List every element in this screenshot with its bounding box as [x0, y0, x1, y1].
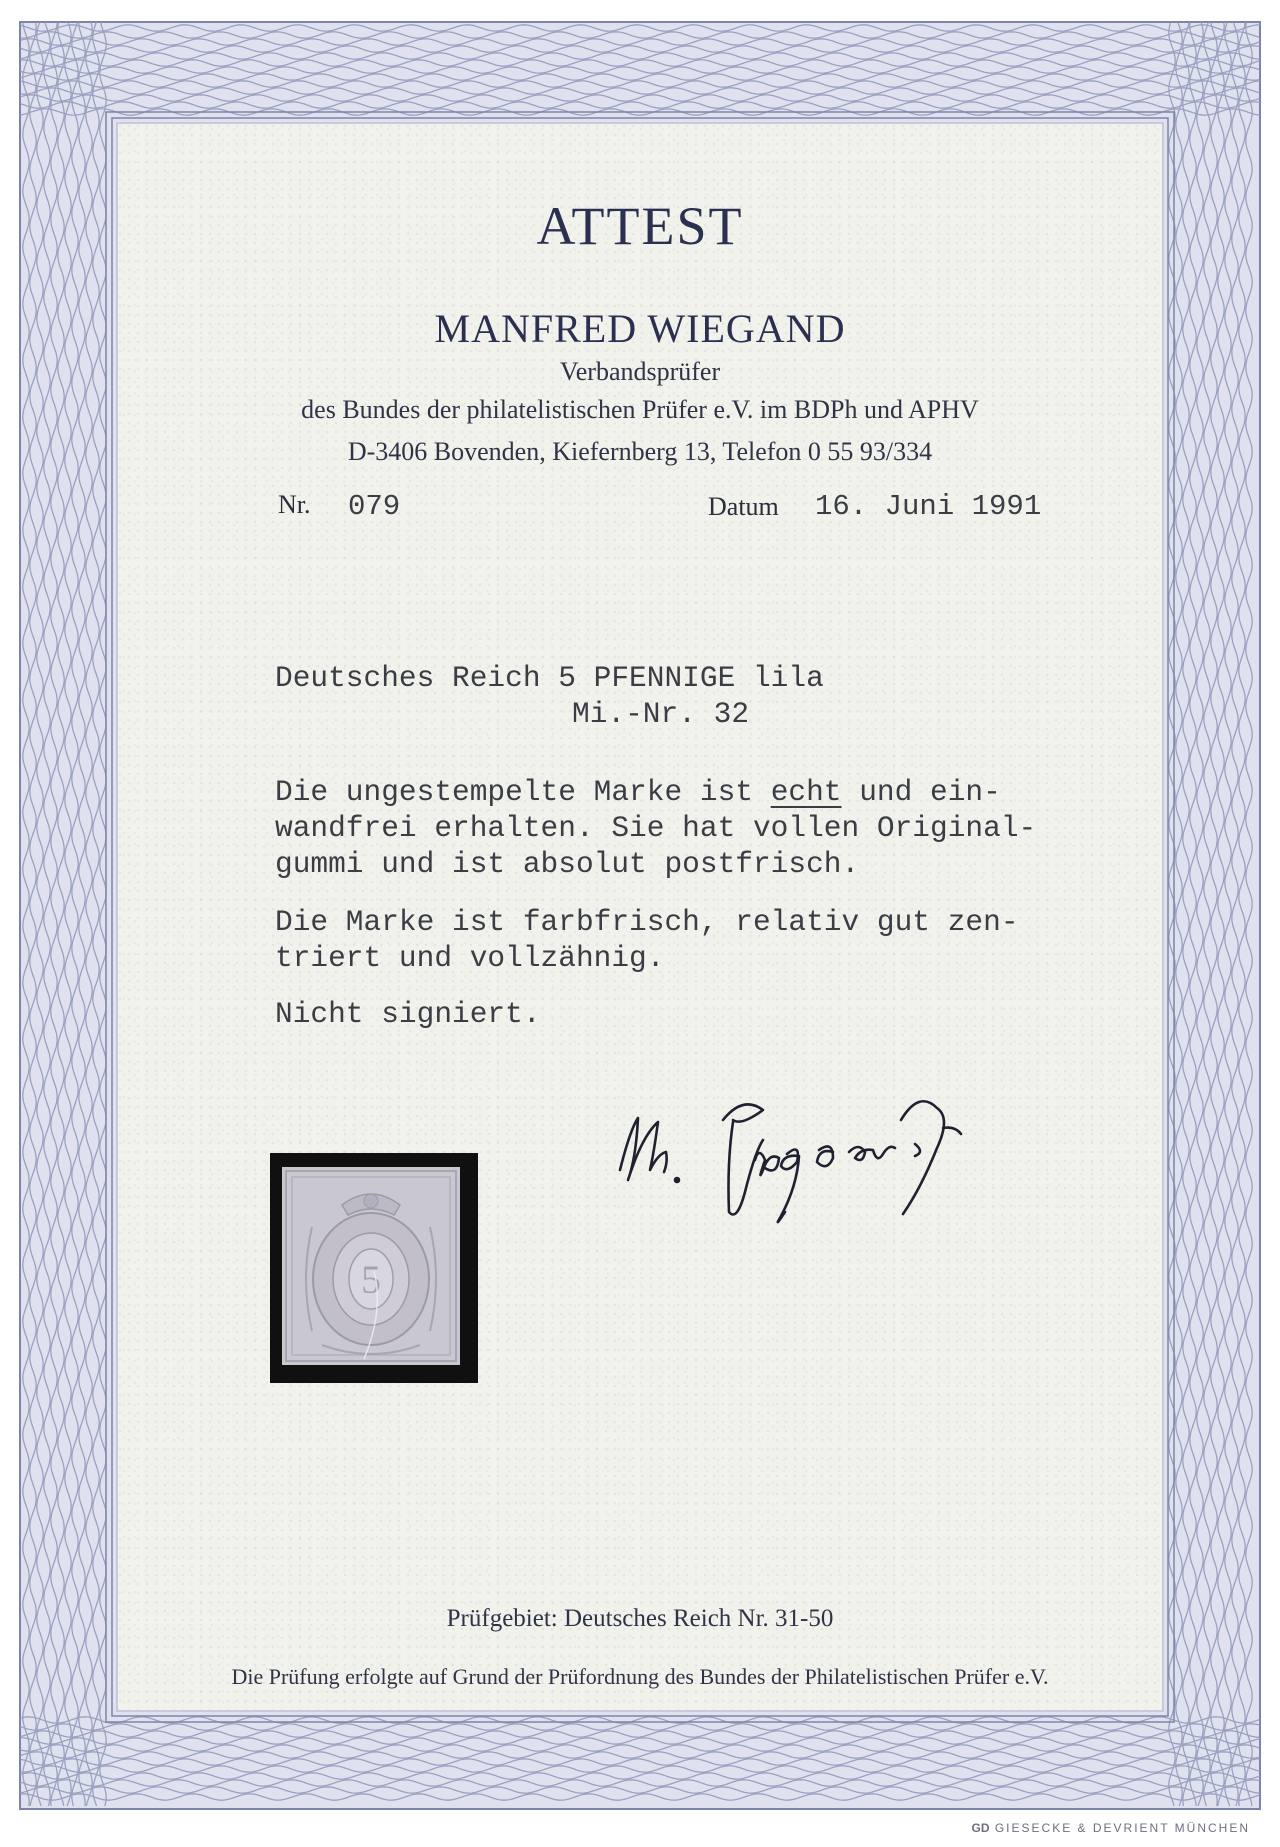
examiner-role: Verbandsprüfer	[559, 357, 721, 386]
stamp-value-numeral: 5	[361, 1257, 381, 1302]
stamp-design	[282, 1167, 460, 1365]
printer-credit: GD GIESECKE & DEVRIENT MÜNCHEN	[971, 1821, 1250, 1835]
examination-scope: Prüfgebiet: Deutsches Reich Nr. 31-50	[446, 1605, 834, 1632]
association-line: des Bundes der philatelistischen Prüfer e.V. im BDPh und APHV	[301, 395, 979, 424]
date-label: Datum	[708, 492, 779, 521]
stamp-photo	[270, 1153, 478, 1383]
examiner-name: MANFRED WIEGAND	[434, 306, 846, 351]
genuine-underlined: echt	[770, 775, 842, 809]
stamp-paper	[282, 1167, 460, 1365]
body-paragraph1-line3: gummi und ist absolut postfrisch.	[275, 847, 860, 881]
number-label: Nr.	[278, 490, 311, 519]
date-value: 16. Juni 1991	[815, 490, 1042, 523]
address-line: D-3406 Bovenden, Kiefernberg 13, Telefon 0 55 93/334	[347, 437, 933, 466]
examination-regulation: Die Prüfung erfolgte auf Grund der Prüfordnung des Bundes der Philatelistischen Prüfer e.V.	[231, 1664, 1049, 1689]
certificate-title: ATTEST	[536, 196, 744, 256]
body-paragraph1-line1: Die ungestempelte Marke ist echt und ein-	[275, 775, 1001, 809]
examiner-signature	[605, 1080, 1105, 1265]
body-paragraph2-line1: Die Marke ist farbfrisch, relativ gut zen-	[275, 905, 1019, 939]
number-value: 079	[348, 490, 401, 523]
body-paragraph2-line2: triert und vollzähnig.	[275, 941, 665, 975]
stamp-catalog-number: Mi.-Nr. 32	[572, 697, 750, 731]
body-paragraph3: Nicht signiert.	[275, 997, 541, 1031]
stamp-description-line1: Deutsches Reich 5 PFENNIGE lila	[275, 661, 824, 695]
body-paragraph1-line2: wandfrei erhalten. Sie hat vollen Original-	[275, 811, 1037, 845]
